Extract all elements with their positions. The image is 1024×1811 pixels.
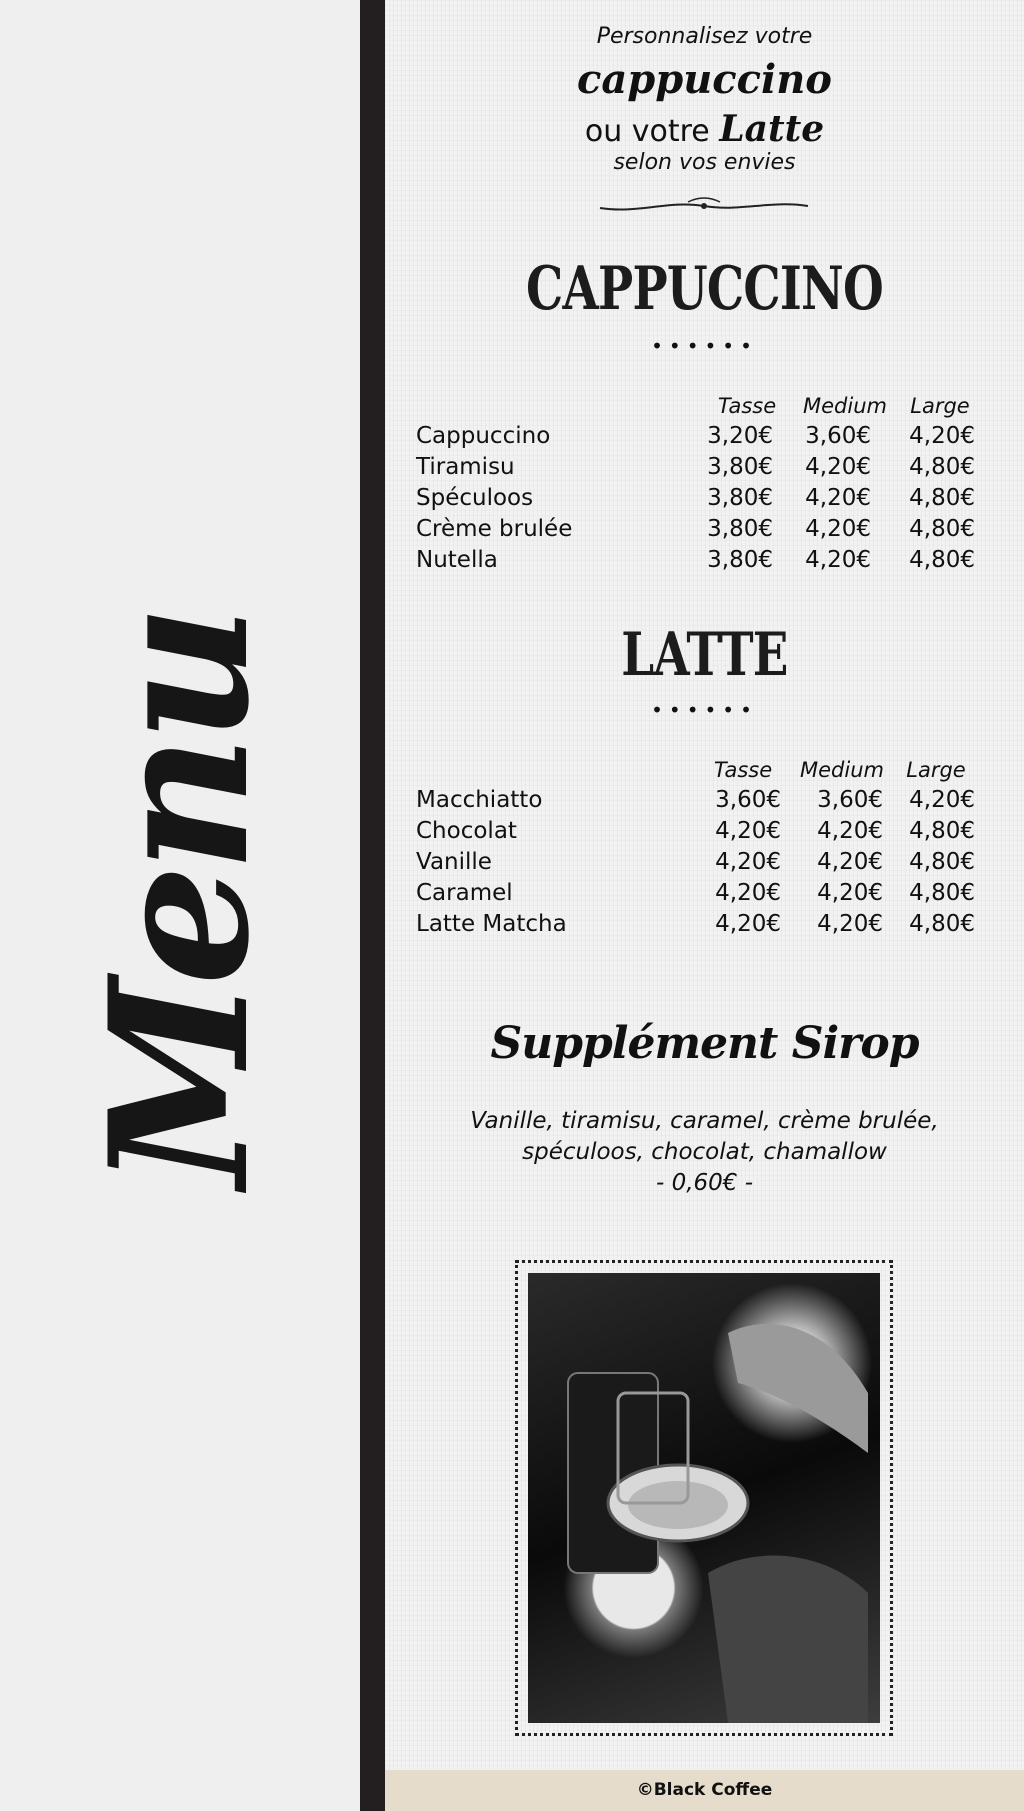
- price-large: 4,80€: [909, 880, 975, 906]
- price-tasse: 3,60€: [715, 787, 781, 813]
- menu-script-title: Menu: [68, 612, 291, 1188]
- cappuccino-col-large: Large: [910, 394, 970, 418]
- barista-photo: [528, 1273, 880, 1723]
- cappuccino-dots: ••••••: [651, 334, 758, 358]
- price-medium: 4,20€: [805, 547, 871, 573]
- price-medium: 4,20€: [805, 485, 871, 511]
- supplement-price: - 0,60€ -: [655, 1170, 754, 1196]
- cappuccino-col-tasse: Tasse: [717, 394, 777, 418]
- price-tasse: 3,80€: [707, 454, 773, 480]
- photo-frame: [515, 1260, 893, 1736]
- price-tasse: 4,20€: [715, 880, 781, 906]
- latte-col-large: Large: [906, 758, 966, 782]
- item-name: Caramel: [416, 880, 513, 906]
- menu-content: [385, 0, 1024, 1811]
- item-name: Spéculoos: [416, 485, 534, 511]
- price-tasse: 3,80€: [707, 547, 773, 573]
- item-name: Cappuccino: [416, 423, 551, 449]
- item-name: Nutella: [416, 547, 498, 573]
- price-large: 4,20€: [909, 423, 975, 449]
- cappuccino-col-medium: Medium: [803, 394, 887, 418]
- price-large: 4,80€: [909, 818, 975, 844]
- price-large: 4,80€: [909, 454, 975, 480]
- intro-line-4: selon vos envies: [613, 150, 796, 175]
- cappuccino-row: [416, 454, 1006, 485]
- price-large: 4,80€: [909, 911, 975, 937]
- price-medium: 4,20€: [805, 516, 871, 542]
- latte-col-medium: Medium: [800, 758, 884, 782]
- price-large: 4,80€: [909, 849, 975, 875]
- footer-credit: ©Black Coffee: [385, 1770, 1024, 1811]
- price-medium: 4,20€: [817, 849, 883, 875]
- ornament-flourish-icon: [598, 196, 810, 216]
- price-tasse: 4,20€: [715, 849, 781, 875]
- latte-title: LATTE: [621, 620, 788, 690]
- latte-row: [416, 787, 1006, 818]
- intro-line-1: Personnalisez votre: [596, 24, 813, 49]
- item-name: Macchiatto: [416, 787, 543, 813]
- supplement-title: Supplément Sirop: [490, 1018, 919, 1069]
- latte-row: [416, 818, 1006, 849]
- intro-line-3-pre: ou votre: [584, 114, 710, 149]
- price-medium: 4,20€: [817, 880, 883, 906]
- price-tasse: 3,80€: [707, 516, 773, 542]
- latte-row: [416, 880, 1006, 911]
- price-tasse: 4,20€: [715, 911, 781, 937]
- intro-line-2: cappuccino: [577, 56, 832, 103]
- price-tasse: 4,20€: [715, 818, 781, 844]
- price-large: 4,80€: [909, 485, 975, 511]
- latte-col-tasse: Tasse: [713, 758, 773, 782]
- cappuccino-row: [416, 547, 1006, 578]
- supplement-line-2: spéculoos, chocolat, chamallow: [522, 1139, 887, 1165]
- price-medium: 4,20€: [817, 911, 883, 937]
- price-medium: 3,60€: [805, 423, 871, 449]
- price-tasse: 3,20€: [707, 423, 773, 449]
- latte-dots: ••••••: [651, 698, 758, 722]
- item-name: Tiramisu: [416, 454, 515, 480]
- intro-line-3-accent: Latte: [719, 108, 825, 150]
- cappuccino-title: CAPPUCCINO: [526, 254, 883, 324]
- price-large: 4,20€: [909, 787, 975, 813]
- cappuccino-row: [416, 423, 1006, 454]
- intro-line-3: [385, 108, 1024, 150]
- price-medium: 3,60€: [817, 787, 883, 813]
- vertical-divider: [360, 0, 385, 1811]
- price-large: 4,80€: [909, 547, 975, 573]
- item-name: Vanille: [416, 849, 492, 875]
- barista-photo-illustration: [528, 1273, 880, 1723]
- item-name: Latte Matcha: [416, 911, 567, 937]
- price-medium: 4,20€: [805, 454, 871, 480]
- item-name: Chocolat: [416, 818, 517, 844]
- cappuccino-row: [416, 485, 1006, 516]
- latte-row: [416, 911, 1006, 942]
- price-large: 4,80€: [909, 516, 975, 542]
- supplement-line-1: Vanille, tiramisu, caramel, crème brulée,: [470, 1108, 939, 1134]
- price-medium: 4,20€: [817, 818, 883, 844]
- latte-row: [416, 849, 1006, 880]
- item-name: Crème brulée: [416, 516, 573, 542]
- price-tasse: 3,80€: [707, 485, 773, 511]
- cappuccino-row: [416, 516, 1006, 547]
- left-panel: [0, 0, 360, 1811]
